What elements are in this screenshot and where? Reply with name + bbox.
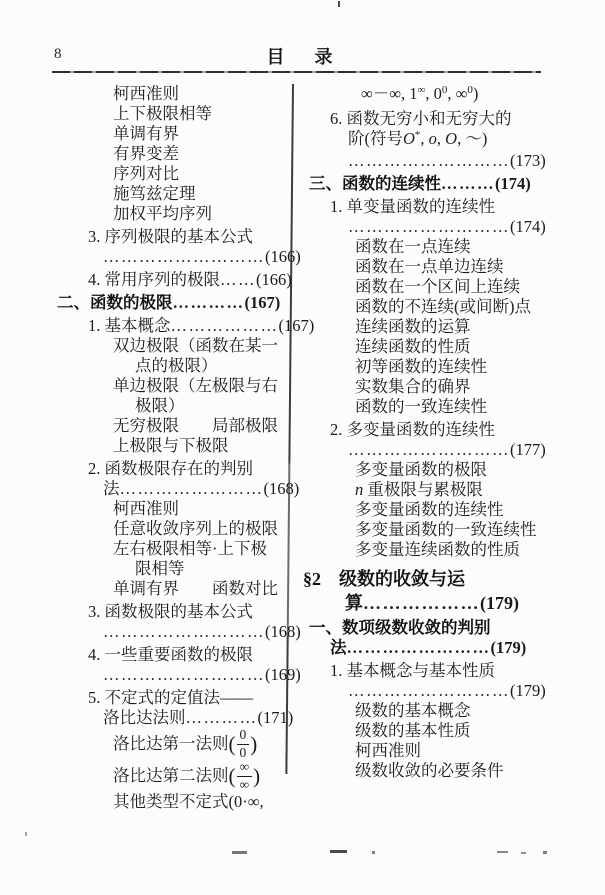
toc-line: [303, 377, 555, 397]
toc-line: [55, 84, 293, 104]
toc-line: [55, 792, 293, 812]
text-run: 函数的一致连续性: [355, 397, 487, 416]
text-run: 洛比达第二法则: [113, 766, 229, 785]
leader-dots: ………………………: [103, 247, 265, 266]
page-ref: (167): [244, 293, 281, 312]
text-run: 左右极限相等·上下极: [113, 539, 267, 558]
leader-dots: ………………………: [348, 440, 510, 459]
page-ref: (177): [510, 440, 546, 459]
toc-line: [303, 257, 555, 277]
toc-line: [55, 539, 293, 559]
text-run: 序列对比: [113, 164, 179, 183]
toc-line: [55, 645, 293, 665]
leader-dots: ……: [220, 270, 256, 289]
page-ref: (167): [278, 316, 315, 335]
text-run: 连续函数的性质: [355, 337, 471, 356]
text-run: 5. 不定式的定值法——: [88, 688, 253, 707]
toc-line: [303, 109, 555, 129]
text-run: 法: [103, 479, 120, 498]
toc-line: [303, 297, 555, 317]
text-run: *: [414, 129, 421, 141]
toc-line: [55, 316, 315, 336]
toc-line: [55, 519, 293, 539]
scan-noise: [25, 832, 27, 836]
text-run: 上极限与下极限: [113, 436, 229, 455]
toc-line: [303, 317, 555, 337]
toc-line: [55, 622, 301, 642]
text-run: 0: [441, 84, 448, 96]
text-run: 0: [467, 84, 473, 96]
page-ref: (166): [256, 270, 292, 289]
toc-line: [55, 376, 293, 396]
toc-line: [55, 499, 293, 519]
text-run: o: [428, 129, 437, 148]
toc-line: [55, 436, 293, 456]
toc-line: [55, 579, 293, 599]
toc-line: [55, 708, 293, 728]
toc-line: [55, 665, 301, 685]
toc-line: [303, 721, 555, 741]
text-run: 4. 常用序列的极限: [88, 270, 220, 289]
toc-line: [303, 567, 555, 591]
page-ref: (179): [490, 638, 527, 657]
text-run: 单调有界: [113, 124, 179, 143]
text-run: 多变量函数的一致连续性: [355, 520, 537, 539]
text-run: 一、数项级数收敛的判别: [309, 618, 491, 637]
text-run: 函数的不连续(或间断)点: [355, 297, 531, 316]
toc-line: [303, 357, 555, 377]
page-ref: (173): [510, 151, 546, 170]
scan-noise: [232, 851, 247, 854]
toc-line: [303, 337, 555, 357]
text-run: 任意收敛序列上的极限: [113, 519, 278, 538]
text-run: 限相等: [135, 559, 185, 578]
text-run: 有界变差: [113, 144, 179, 163]
scan-noise: [543, 851, 547, 854]
toc-line: [55, 144, 293, 164]
toc-line: [303, 129, 555, 151]
toc-line: [55, 559, 293, 579]
scan-noise: [521, 852, 526, 854]
toc-line: [303, 277, 555, 297]
text-run: n: [355, 480, 364, 499]
toc-line: [55, 204, 293, 224]
page-ref: (179): [510, 681, 546, 700]
toc-line: [303, 480, 555, 500]
text-run: 阶(符号: [348, 129, 403, 148]
toc-line: [303, 681, 555, 701]
text-run: O: [445, 129, 458, 148]
page-ref: (166): [265, 247, 301, 266]
text-run: 级数收敛的必要条件: [355, 761, 504, 780]
text-run: 初等函数的连续性: [355, 357, 487, 376]
text-run: , ～): [457, 129, 488, 148]
toc-line: [55, 293, 293, 313]
text-run: 洛比达法则: [103, 708, 186, 727]
text-run: 3. 序列极限的基本公式: [88, 227, 253, 246]
text-run: 柯西准则: [113, 84, 179, 103]
text-run: 多变量函数的极限: [355, 460, 487, 479]
text-run: 2. 多变量函数的连续性: [330, 420, 495, 439]
text-run: §2 级数的收敛与运: [303, 569, 465, 589]
toc-line: [303, 540, 555, 560]
toc-column-left: [55, 84, 315, 812]
leader-dots: ………………………: [348, 681, 510, 700]
toc-line: [55, 479, 300, 499]
leader-dots: ……………………: [346, 638, 491, 657]
toc-line: [303, 661, 555, 681]
toc-line: [55, 459, 293, 479]
toc-line: [303, 420, 555, 440]
text-run: 1. 基本概念: [88, 316, 171, 335]
text-run: 6. 函数无穷小和无穷大的: [330, 109, 512, 128]
text-run: 4. 一些重要函数的极限: [88, 645, 253, 664]
text-run: 2. 函数极限存在的判别: [88, 459, 253, 478]
text-run: , ∞: [447, 84, 468, 103]
text-run: 柯西准则: [113, 499, 179, 518]
text-run: 单调有界 函数对比: [113, 579, 278, 598]
text-run: 柯西准则: [355, 741, 421, 760]
fraction: $\frac{\infty}{\infty}$: [237, 759, 253, 792]
text-run: 双边极限（函数在某一: [113, 336, 278, 355]
text-run: ): [250, 732, 258, 756]
toc-line: [55, 227, 293, 247]
page-ref: (174): [495, 174, 531, 193]
toc-line: [55, 688, 293, 708]
text-run: , 0: [425, 84, 442, 103]
toc-line: [303, 701, 555, 721]
toc-line: [303, 84, 555, 106]
toc-line: [55, 602, 293, 622]
leader-dots: ………………………: [103, 622, 265, 641]
text-run: (: [228, 732, 236, 756]
leader-dots: …………: [172, 293, 245, 312]
toc-line: [55, 336, 293, 356]
text-run: 洛比达第一法则: [113, 734, 229, 753]
text-run: 函数在一个区间上连续: [355, 277, 520, 296]
text-run: 极限）: [135, 396, 185, 415]
toc-line: [303, 237, 555, 257]
toc-line: [303, 197, 555, 217]
leader-dots: ………: [441, 174, 495, 193]
header-rule: [52, 71, 541, 73]
page-ref: (179): [480, 593, 519, 613]
leader-dots: ………………………: [348, 217, 510, 236]
text-run: 法: [330, 638, 347, 657]
scan-noise: [330, 850, 347, 853]
toc-line: [55, 247, 301, 267]
leader-dots: ………………: [170, 316, 279, 335]
leader-dots: ………………………: [348, 151, 510, 170]
text-run: 施笃兹定理: [113, 184, 196, 203]
text-run: 多变量连续函数的性质: [355, 540, 520, 559]
leader-dots: ………………………: [103, 665, 265, 684]
text-run: ,: [420, 129, 429, 148]
toc-line: [303, 520, 555, 540]
text-run: 其他类型不定式(0·∞,: [113, 792, 264, 811]
scan-noise: [497, 851, 508, 853]
toc-line: [55, 124, 293, 144]
toc-line: [303, 217, 555, 237]
page-number: 8: [54, 46, 62, 62]
toc-line: [55, 728, 293, 760]
text-run: 三、函数的连续性: [309, 174, 441, 193]
text-run: 二、函数的极限: [57, 293, 173, 312]
toc-line: [303, 761, 555, 781]
text-run: 重极限与累极限: [363, 480, 483, 499]
text-run: 级数的基本性质: [355, 721, 471, 740]
toc-line: [303, 174, 555, 194]
text-run: ∞－∞, 1: [361, 84, 418, 103]
text-run: 级数的基本概念: [355, 701, 471, 720]
text-run: 3. 函数极限的基本公式: [88, 602, 253, 621]
toc-line: [55, 416, 293, 436]
page-ref: (171): [257, 708, 294, 727]
toc-line: [303, 151, 555, 171]
toc-line: [55, 760, 293, 792]
text-run: 实数集合的确界: [355, 377, 471, 396]
text-run: 上下极限相等: [113, 104, 212, 123]
leader-dots: ……………………: [119, 479, 264, 498]
fraction: $\frac{0}{0}$: [237, 727, 250, 760]
toc-line: [303, 440, 555, 460]
text-run: 连续函数的运算: [355, 317, 471, 336]
text-run: ): [472, 84, 479, 103]
page-title: 目 录: [266, 47, 339, 67]
toc-line: [303, 591, 555, 615]
page-ref: (174): [510, 217, 546, 236]
toc-line: [303, 500, 555, 520]
text-run: 加权平均序列: [113, 204, 212, 223]
text-run: (: [228, 764, 236, 788]
text-run: O: [403, 129, 415, 148]
scan-noise: [372, 851, 375, 854]
text-run: 1. 基本概念与基本性质: [330, 661, 495, 680]
toc-line: [303, 638, 555, 658]
toc-line: [55, 270, 293, 290]
toc-line: [55, 356, 293, 376]
text-run: 无穷极限 局部极限: [113, 416, 278, 435]
toc-line: [303, 460, 555, 480]
leader-dots: ………………: [363, 593, 480, 613]
toc-line: [303, 741, 555, 761]
scan-noise: [338, 1, 340, 7]
text-run: ,: [436, 129, 446, 148]
toc-line: [55, 184, 293, 204]
toc-line: [55, 164, 293, 184]
text-run: 函数在一点连续: [355, 237, 471, 256]
page-ref: (168): [265, 622, 301, 641]
text-run: 算: [345, 593, 363, 613]
leader-dots: …………: [185, 708, 258, 727]
text-run: 单边极限（左极限与右: [113, 376, 278, 395]
toc-line: [303, 397, 555, 417]
text-run: ): [253, 764, 261, 788]
toc-line: [55, 396, 293, 416]
text-run: 点的极限）: [135, 356, 218, 375]
text-run: 函数在一点单边连续: [355, 257, 504, 276]
toc-column-right: [303, 84, 555, 781]
text-run: ∞: [417, 84, 426, 96]
toc-line: [303, 618, 555, 638]
toc-line: [55, 104, 293, 124]
text-run: 多变量函数的连续性: [355, 500, 504, 519]
page-ref: (168): [263, 479, 300, 498]
page-ref: (169): [265, 665, 301, 684]
text-run: 1. 单变量函数的连续性: [330, 197, 495, 216]
